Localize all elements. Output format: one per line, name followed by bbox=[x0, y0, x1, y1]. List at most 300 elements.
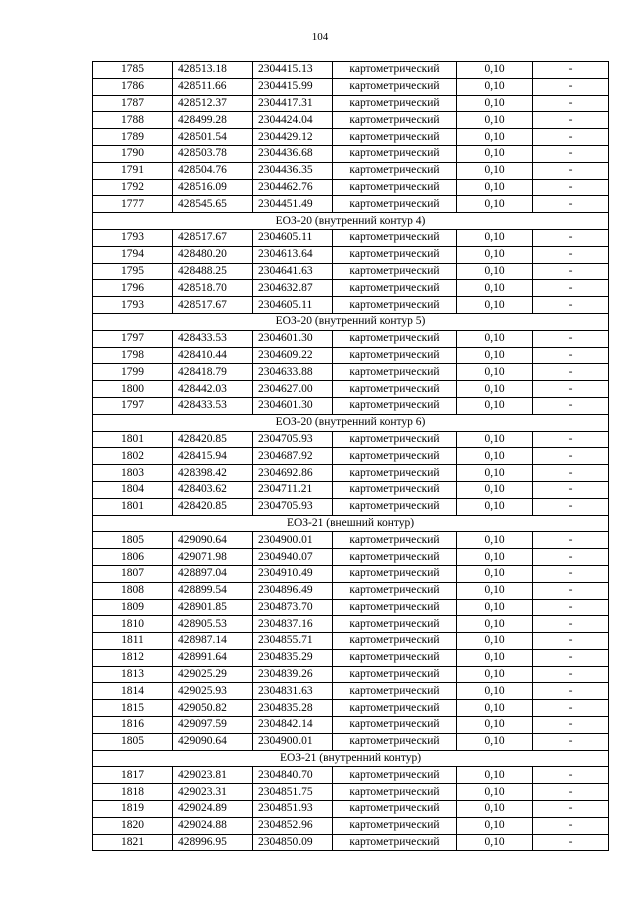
y-coordinate-cell: 2304627.00 bbox=[253, 381, 333, 398]
section-header-row bbox=[93, 414, 609, 431]
y-coordinate-cell: 2304601.30 bbox=[253, 397, 333, 414]
method-cell: картометрический bbox=[333, 347, 457, 364]
x-coordinate-cell: 428418.79 bbox=[173, 364, 253, 381]
coordinates-table-body bbox=[93, 62, 609, 851]
point-number-cell: 1809 bbox=[93, 599, 173, 616]
point-number-cell: 1821 bbox=[93, 834, 173, 851]
point-number-cell: 1789 bbox=[93, 129, 173, 146]
y-coordinate-cell: 2304835.28 bbox=[253, 700, 333, 717]
method-cell: картометрический bbox=[333, 532, 457, 549]
accuracy-cell: 0,10 bbox=[457, 834, 533, 851]
accuracy-cell: 0,10 bbox=[457, 599, 533, 616]
point-number-cell: 1808 bbox=[93, 582, 173, 599]
extra-cell: - bbox=[533, 229, 609, 246]
extra-cell: - bbox=[533, 297, 609, 314]
x-coordinate-cell: 429071.98 bbox=[173, 549, 253, 566]
accuracy-cell: 0,10 bbox=[457, 129, 533, 146]
point-number-cell: 1791 bbox=[93, 162, 173, 179]
x-coordinate-cell: 428513.18 bbox=[173, 62, 253, 79]
accuracy-cell: 0,10 bbox=[457, 616, 533, 633]
y-coordinate-cell: 2304855.71 bbox=[253, 633, 333, 650]
method-cell: картометрический bbox=[333, 246, 457, 263]
table-row bbox=[93, 280, 609, 297]
extra-cell: - bbox=[533, 263, 609, 280]
table-row bbox=[93, 397, 609, 414]
method-cell: картометрический bbox=[333, 683, 457, 700]
extra-cell: - bbox=[533, 801, 609, 818]
section-title: ЕОЗ-20 (внутренний контур 5) bbox=[93, 313, 609, 330]
method-cell: картометрический bbox=[333, 565, 457, 582]
accuracy-cell: 0,10 bbox=[457, 280, 533, 297]
point-number-cell: 1814 bbox=[93, 683, 173, 700]
extra-cell: - bbox=[533, 431, 609, 448]
point-number-cell: 1804 bbox=[93, 481, 173, 498]
x-coordinate-cell: 428442.03 bbox=[173, 381, 253, 398]
x-coordinate-cell: 428503.78 bbox=[173, 145, 253, 162]
point-number-cell: 1794 bbox=[93, 246, 173, 263]
method-cell: картометрический bbox=[333, 381, 457, 398]
y-coordinate-cell: 2304900.01 bbox=[253, 733, 333, 750]
method-cell: картометрический bbox=[333, 263, 457, 280]
point-number-cell: 1805 bbox=[93, 733, 173, 750]
extra-cell: - bbox=[533, 381, 609, 398]
point-number-cell: 1785 bbox=[93, 62, 173, 79]
extra-cell: - bbox=[533, 784, 609, 801]
section-header-row bbox=[93, 213, 609, 230]
accuracy-cell: 0,10 bbox=[457, 347, 533, 364]
point-number-cell: 1795 bbox=[93, 263, 173, 280]
y-coordinate-cell: 2304837.16 bbox=[253, 616, 333, 633]
x-coordinate-cell: 428996.95 bbox=[173, 834, 253, 851]
method-cell: картометрический bbox=[333, 784, 457, 801]
x-coordinate-cell: 428499.28 bbox=[173, 112, 253, 129]
x-coordinate-cell: 428504.76 bbox=[173, 162, 253, 179]
y-coordinate-cell: 2304415.99 bbox=[253, 78, 333, 95]
point-number-cell: 1797 bbox=[93, 397, 173, 414]
extra-cell: - bbox=[533, 347, 609, 364]
x-coordinate-cell: 428433.53 bbox=[173, 330, 253, 347]
x-coordinate-cell: 428899.54 bbox=[173, 582, 253, 599]
table-row bbox=[93, 330, 609, 347]
method-cell: картометрический bbox=[333, 801, 457, 818]
accuracy-cell: 0,10 bbox=[457, 364, 533, 381]
method-cell: картометрический bbox=[333, 649, 457, 666]
method-cell: картометрический bbox=[333, 95, 457, 112]
section-header-row bbox=[93, 515, 609, 532]
table-row bbox=[93, 498, 609, 515]
y-coordinate-cell: 2304896.49 bbox=[253, 582, 333, 599]
y-coordinate-cell: 2304839.26 bbox=[253, 666, 333, 683]
extra-cell: - bbox=[533, 129, 609, 146]
extra-cell: - bbox=[533, 145, 609, 162]
extra-cell: - bbox=[533, 834, 609, 851]
table-row bbox=[93, 801, 609, 818]
table-row bbox=[93, 717, 609, 734]
x-coordinate-cell: 428545.65 bbox=[173, 196, 253, 213]
y-coordinate-cell: 2304429.12 bbox=[253, 129, 333, 146]
table-row bbox=[93, 599, 609, 616]
y-coordinate-cell: 2304850.09 bbox=[253, 834, 333, 851]
y-coordinate-cell: 2304609.22 bbox=[253, 347, 333, 364]
method-cell: картометрический bbox=[333, 112, 457, 129]
extra-cell: - bbox=[533, 364, 609, 381]
x-coordinate-cell: 429090.64 bbox=[173, 532, 253, 549]
method-cell: картометрический bbox=[333, 397, 457, 414]
x-coordinate-cell: 428403.62 bbox=[173, 481, 253, 498]
accuracy-cell: 0,10 bbox=[457, 397, 533, 414]
extra-cell: - bbox=[533, 817, 609, 834]
point-number-cell: 1799 bbox=[93, 364, 173, 381]
accuracy-cell: 0,10 bbox=[457, 448, 533, 465]
table-row bbox=[93, 582, 609, 599]
x-coordinate-cell: 429025.93 bbox=[173, 683, 253, 700]
y-coordinate-cell: 2304641.63 bbox=[253, 263, 333, 280]
point-number-cell: 1816 bbox=[93, 717, 173, 734]
x-coordinate-cell: 428518.70 bbox=[173, 280, 253, 297]
point-number-cell: 1798 bbox=[93, 347, 173, 364]
table-row bbox=[93, 549, 609, 566]
extra-cell: - bbox=[533, 599, 609, 616]
point-number-cell: 1787 bbox=[93, 95, 173, 112]
accuracy-cell: 0,10 bbox=[457, 196, 533, 213]
table-row bbox=[93, 229, 609, 246]
point-number-cell: 1810 bbox=[93, 616, 173, 633]
extra-cell: - bbox=[533, 700, 609, 717]
accuracy-cell: 0,10 bbox=[457, 565, 533, 582]
y-coordinate-cell: 2304910.49 bbox=[253, 565, 333, 582]
extra-cell: - bbox=[533, 78, 609, 95]
point-number-cell: 1790 bbox=[93, 145, 173, 162]
point-number-cell: 1793 bbox=[93, 297, 173, 314]
method-cell: картометрический bbox=[333, 145, 457, 162]
method-cell: картометрический bbox=[333, 582, 457, 599]
accuracy-cell: 0,10 bbox=[457, 78, 533, 95]
section-title: ЕОЗ-21 (внутренний контур) bbox=[93, 750, 609, 767]
x-coordinate-cell: 428512.37 bbox=[173, 95, 253, 112]
method-cell: картометрический bbox=[333, 549, 457, 566]
extra-cell: - bbox=[533, 112, 609, 129]
method-cell: картометрический bbox=[333, 179, 457, 196]
y-coordinate-cell: 2304462.76 bbox=[253, 179, 333, 196]
point-number-cell: 1820 bbox=[93, 817, 173, 834]
x-coordinate-cell: 429024.89 bbox=[173, 801, 253, 818]
point-number-cell: 1815 bbox=[93, 700, 173, 717]
x-coordinate-cell: 428511.66 bbox=[173, 78, 253, 95]
table-row bbox=[93, 381, 609, 398]
x-coordinate-cell: 428517.67 bbox=[173, 229, 253, 246]
table-row bbox=[93, 364, 609, 381]
table-row bbox=[93, 78, 609, 95]
y-coordinate-cell: 2304705.93 bbox=[253, 498, 333, 515]
method-cell: картометрический bbox=[333, 717, 457, 734]
method-cell: картометрический bbox=[333, 666, 457, 683]
accuracy-cell: 0,10 bbox=[457, 112, 533, 129]
extra-cell: - bbox=[533, 498, 609, 515]
x-coordinate-cell: 428410.44 bbox=[173, 347, 253, 364]
coordinates-table bbox=[92, 61, 609, 851]
method-cell: картометрический bbox=[333, 229, 457, 246]
extra-cell: - bbox=[533, 330, 609, 347]
accuracy-cell: 0,10 bbox=[457, 717, 533, 734]
table-row bbox=[93, 347, 609, 364]
accuracy-cell: 0,10 bbox=[457, 263, 533, 280]
method-cell: картометрический bbox=[333, 465, 457, 482]
point-number-cell: 1806 bbox=[93, 549, 173, 566]
table-row bbox=[93, 297, 609, 314]
extra-cell: - bbox=[533, 179, 609, 196]
accuracy-cell: 0,10 bbox=[457, 179, 533, 196]
accuracy-cell: 0,10 bbox=[457, 162, 533, 179]
point-number-cell: 1819 bbox=[93, 801, 173, 818]
extra-cell: - bbox=[533, 397, 609, 414]
x-coordinate-cell: 428905.53 bbox=[173, 616, 253, 633]
table-row bbox=[93, 145, 609, 162]
method-cell: картометрический bbox=[333, 616, 457, 633]
extra-cell: - bbox=[533, 733, 609, 750]
method-cell: картометрический bbox=[333, 633, 457, 650]
table-row bbox=[93, 733, 609, 750]
x-coordinate-cell: 428516.09 bbox=[173, 179, 253, 196]
accuracy-cell: 0,10 bbox=[457, 649, 533, 666]
x-coordinate-cell: 428901.85 bbox=[173, 599, 253, 616]
x-coordinate-cell: 429097.59 bbox=[173, 717, 253, 734]
accuracy-cell: 0,10 bbox=[457, 666, 533, 683]
accuracy-cell: 0,10 bbox=[457, 95, 533, 112]
extra-cell: - bbox=[533, 549, 609, 566]
x-coordinate-cell: 428433.53 bbox=[173, 397, 253, 414]
point-number-cell: 1818 bbox=[93, 784, 173, 801]
method-cell: картометрический bbox=[333, 767, 457, 784]
table-row bbox=[93, 649, 609, 666]
method-cell: картометрический bbox=[333, 817, 457, 834]
x-coordinate-cell: 428480.20 bbox=[173, 246, 253, 263]
section-header-row bbox=[93, 313, 609, 330]
x-coordinate-cell: 429050.82 bbox=[173, 700, 253, 717]
y-coordinate-cell: 2304835.29 bbox=[253, 649, 333, 666]
extra-cell: - bbox=[533, 95, 609, 112]
table-row bbox=[93, 95, 609, 112]
section-header-row bbox=[93, 750, 609, 767]
table-row bbox=[93, 666, 609, 683]
x-coordinate-cell: 429023.31 bbox=[173, 784, 253, 801]
method-cell: картометрический bbox=[333, 700, 457, 717]
x-coordinate-cell: 428420.85 bbox=[173, 431, 253, 448]
x-coordinate-cell: 428420.85 bbox=[173, 498, 253, 515]
table-row bbox=[93, 196, 609, 213]
y-coordinate-cell: 2304842.14 bbox=[253, 717, 333, 734]
accuracy-cell: 0,10 bbox=[457, 683, 533, 700]
table-row bbox=[93, 767, 609, 784]
y-coordinate-cell: 2304436.68 bbox=[253, 145, 333, 162]
method-cell: картометрический bbox=[333, 129, 457, 146]
point-number-cell: 1802 bbox=[93, 448, 173, 465]
table-row bbox=[93, 246, 609, 263]
method-cell: картометрический bbox=[333, 431, 457, 448]
table-row bbox=[93, 162, 609, 179]
point-number-cell: 1801 bbox=[93, 498, 173, 515]
point-number-cell: 1800 bbox=[93, 381, 173, 398]
y-coordinate-cell: 2304900.01 bbox=[253, 532, 333, 549]
point-number-cell: 1817 bbox=[93, 767, 173, 784]
table-row bbox=[93, 448, 609, 465]
method-cell: картометрический bbox=[333, 162, 457, 179]
table-row bbox=[93, 565, 609, 582]
accuracy-cell: 0,10 bbox=[457, 246, 533, 263]
point-number-cell: 1796 bbox=[93, 280, 173, 297]
extra-cell: - bbox=[533, 565, 609, 582]
method-cell: картометрический bbox=[333, 834, 457, 851]
method-cell: картометрический bbox=[333, 448, 457, 465]
x-coordinate-cell: 428415.94 bbox=[173, 448, 253, 465]
point-number-cell: 1803 bbox=[93, 465, 173, 482]
extra-cell: - bbox=[533, 280, 609, 297]
y-coordinate-cell: 2304851.93 bbox=[253, 801, 333, 818]
x-coordinate-cell: 428897.04 bbox=[173, 565, 253, 582]
point-number-cell: 1797 bbox=[93, 330, 173, 347]
accuracy-cell: 0,10 bbox=[457, 431, 533, 448]
accuracy-cell: 0,10 bbox=[457, 817, 533, 834]
x-coordinate-cell: 429025.29 bbox=[173, 666, 253, 683]
section-title: ЕОЗ-21 (внешний контур) bbox=[93, 515, 609, 532]
x-coordinate-cell: 428517.67 bbox=[173, 297, 253, 314]
accuracy-cell: 0,10 bbox=[457, 582, 533, 599]
y-coordinate-cell: 2304601.30 bbox=[253, 330, 333, 347]
y-coordinate-cell: 2304687.92 bbox=[253, 448, 333, 465]
extra-cell: - bbox=[533, 683, 609, 700]
method-cell: картометрический bbox=[333, 330, 457, 347]
extra-cell: - bbox=[533, 666, 609, 683]
y-coordinate-cell: 2304940.07 bbox=[253, 549, 333, 566]
x-coordinate-cell: 429024.88 bbox=[173, 817, 253, 834]
accuracy-cell: 0,10 bbox=[457, 532, 533, 549]
y-coordinate-cell: 2304415.13 bbox=[253, 62, 333, 79]
accuracy-cell: 0,10 bbox=[457, 229, 533, 246]
point-number-cell: 1811 bbox=[93, 633, 173, 650]
point-number-cell: 1788 bbox=[93, 112, 173, 129]
y-coordinate-cell: 2304705.93 bbox=[253, 431, 333, 448]
y-coordinate-cell: 2304613.64 bbox=[253, 246, 333, 263]
point-number-cell: 1812 bbox=[93, 649, 173, 666]
extra-cell: - bbox=[533, 532, 609, 549]
table-row bbox=[93, 431, 609, 448]
method-cell: картометрический bbox=[333, 599, 457, 616]
accuracy-cell: 0,10 bbox=[457, 62, 533, 79]
extra-cell: - bbox=[533, 717, 609, 734]
accuracy-cell: 0,10 bbox=[457, 381, 533, 398]
method-cell: картометрический bbox=[333, 62, 457, 79]
y-coordinate-cell: 2304692.86 bbox=[253, 465, 333, 482]
extra-cell: - bbox=[533, 448, 609, 465]
y-coordinate-cell: 2304424.04 bbox=[253, 112, 333, 129]
accuracy-cell: 0,10 bbox=[457, 330, 533, 347]
accuracy-cell: 0,10 bbox=[457, 481, 533, 498]
table-row bbox=[93, 784, 609, 801]
x-coordinate-cell: 428398.42 bbox=[173, 465, 253, 482]
x-coordinate-cell: 428991.64 bbox=[173, 649, 253, 666]
table-row bbox=[93, 633, 609, 650]
y-coordinate-cell: 2304417.31 bbox=[253, 95, 333, 112]
accuracy-cell: 0,10 bbox=[457, 733, 533, 750]
accuracy-cell: 0,10 bbox=[457, 465, 533, 482]
extra-cell: - bbox=[533, 162, 609, 179]
extra-cell: - bbox=[533, 649, 609, 666]
point-number-cell: 1777 bbox=[93, 196, 173, 213]
point-number-cell: 1805 bbox=[93, 532, 173, 549]
y-coordinate-cell: 2304632.87 bbox=[253, 280, 333, 297]
point-number-cell: 1786 bbox=[93, 78, 173, 95]
accuracy-cell: 0,10 bbox=[457, 498, 533, 515]
table-row bbox=[93, 817, 609, 834]
table-row bbox=[93, 481, 609, 498]
section-title: ЕОЗ-20 (внутренний контур 6) bbox=[93, 414, 609, 431]
y-coordinate-cell: 2304436.35 bbox=[253, 162, 333, 179]
extra-cell: - bbox=[533, 196, 609, 213]
x-coordinate-cell: 428488.25 bbox=[173, 263, 253, 280]
point-number-cell: 1801 bbox=[93, 431, 173, 448]
y-coordinate-cell: 2304451.49 bbox=[253, 196, 333, 213]
x-coordinate-cell: 429090.64 bbox=[173, 733, 253, 750]
method-cell: картометрический bbox=[333, 280, 457, 297]
table-row bbox=[93, 112, 609, 129]
table-row bbox=[93, 834, 609, 851]
table-row bbox=[93, 62, 609, 79]
point-number-cell: 1793 bbox=[93, 229, 173, 246]
method-cell: картометрический bbox=[333, 733, 457, 750]
method-cell: картометрический bbox=[333, 78, 457, 95]
accuracy-cell: 0,10 bbox=[457, 633, 533, 650]
method-cell: картометрический bbox=[333, 297, 457, 314]
table-row bbox=[93, 263, 609, 280]
y-coordinate-cell: 2304605.11 bbox=[253, 229, 333, 246]
extra-cell: - bbox=[533, 633, 609, 650]
extra-cell: - bbox=[533, 767, 609, 784]
accuracy-cell: 0,10 bbox=[457, 297, 533, 314]
method-cell: картометрический bbox=[333, 498, 457, 515]
method-cell: картометрический bbox=[333, 364, 457, 381]
table-row bbox=[93, 179, 609, 196]
accuracy-cell: 0,10 bbox=[457, 145, 533, 162]
y-coordinate-cell: 2304873.70 bbox=[253, 599, 333, 616]
extra-cell: - bbox=[533, 616, 609, 633]
x-coordinate-cell: 429023.81 bbox=[173, 767, 253, 784]
table-row bbox=[93, 683, 609, 700]
page-number: 104 bbox=[311, 31, 329, 43]
y-coordinate-cell: 2304840.70 bbox=[253, 767, 333, 784]
point-number-cell: 1792 bbox=[93, 179, 173, 196]
table-row bbox=[93, 616, 609, 633]
point-number-cell: 1813 bbox=[93, 666, 173, 683]
accuracy-cell: 0,10 bbox=[457, 784, 533, 801]
accuracy-cell: 0,10 bbox=[457, 801, 533, 818]
table-row bbox=[93, 700, 609, 717]
extra-cell: - bbox=[533, 582, 609, 599]
table-row bbox=[93, 465, 609, 482]
y-coordinate-cell: 2304711.21 bbox=[253, 481, 333, 498]
extra-cell: - bbox=[533, 481, 609, 498]
method-cell: картометрический bbox=[333, 196, 457, 213]
y-coordinate-cell: 2304851.75 bbox=[253, 784, 333, 801]
y-coordinate-cell: 2304633.88 bbox=[253, 364, 333, 381]
section-title: ЕОЗ-20 (внутренний контур 4) bbox=[93, 213, 609, 230]
extra-cell: - bbox=[533, 62, 609, 79]
extra-cell: - bbox=[533, 246, 609, 263]
y-coordinate-cell: 2304831.63 bbox=[253, 683, 333, 700]
point-number-cell: 1807 bbox=[93, 565, 173, 582]
y-coordinate-cell: 2304852.96 bbox=[253, 817, 333, 834]
extra-cell: - bbox=[533, 465, 609, 482]
method-cell: картометрический bbox=[333, 481, 457, 498]
accuracy-cell: 0,10 bbox=[457, 549, 533, 566]
